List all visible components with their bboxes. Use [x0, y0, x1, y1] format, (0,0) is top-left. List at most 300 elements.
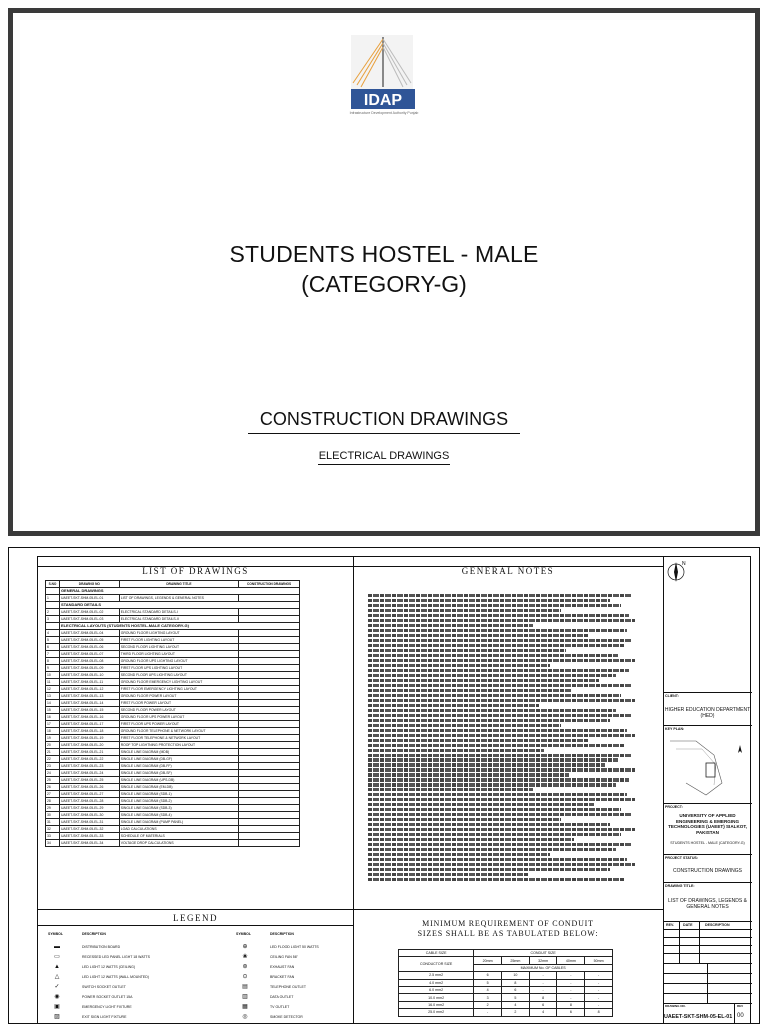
cell-drawing-title: FIRST FLOOR UPS LIGHTING LAYOUT	[119, 665, 238, 672]
cell-drawing-no: UAEET-SKT-SHM-05-EL-17	[59, 721, 119, 728]
legend-header-symbol-right: SYMBOL	[236, 932, 251, 936]
legend-symbol-icon: ▣	[54, 1004, 60, 1010]
legend-description: DISTRIBUTION BOARD	[82, 945, 121, 949]
cell-construction	[239, 700, 300, 707]
conduit-count-cell: -	[557, 979, 585, 986]
legend-symbol-icon: ◉	[54, 994, 60, 1000]
cell-drawing-title: SINGLE LINE DIAGRAM (SDB-3)	[119, 805, 238, 812]
cell-construction	[239, 707, 300, 714]
cell-sno: 23	[46, 763, 60, 770]
note-line	[368, 714, 632, 717]
cell-drawing-no: UAEET-SKT-SHM-05-EL-02	[59, 609, 119, 616]
table-row	[46, 693, 300, 700]
cell-construction	[239, 791, 300, 798]
conduit-count-cell: 8	[502, 979, 530, 986]
cell-sno: 30	[46, 812, 60, 819]
note-line	[368, 808, 621, 811]
table-row	[46, 770, 300, 777]
divider-horizontal-lower	[38, 909, 663, 910]
table-row	[46, 742, 300, 749]
cell-construction	[239, 637, 300, 644]
legend-title: LEGEND	[173, 913, 218, 923]
legend-symbol-icon: ▥	[242, 994, 248, 1000]
tb-drawing-title: LIST OF DRAWINGS, LEGENDS & GENERAL NOTES	[668, 898, 747, 910]
table-row	[399, 1009, 613, 1016]
cell-sno: 2	[46, 609, 60, 616]
note-line	[368, 689, 572, 692]
conduit-count-cell: 6	[557, 1009, 585, 1016]
conduit-cable-size-header: CABLE SIZE	[399, 950, 474, 957]
conduit-count-cell: 8	[529, 994, 557, 1001]
tb-sig-row3	[663, 993, 752, 994]
conduit-count-cell: -	[585, 972, 613, 979]
tb-rev: 00	[737, 1013, 744, 1019]
cell-construction	[239, 798, 300, 805]
conduit-max-cables-header: MAXIMUM No. OF CABLES	[474, 964, 613, 971]
idap-logo-icon	[343, 33, 425, 117]
table-row	[46, 679, 300, 686]
cell-construction	[239, 728, 300, 735]
tb-project-label: PROJECT:	[665, 805, 683, 809]
cell-construction	[239, 658, 300, 665]
table-row	[399, 972, 613, 979]
cell-drawing-title: GROUND FLOOR LIGHTING LAYOUT	[119, 630, 238, 637]
conduit-conductor-size-header: CONDUCTOR SIZE	[399, 957, 474, 972]
table-row	[46, 756, 300, 763]
note-line	[368, 644, 624, 647]
cover-section-title: CONSTRUCTION DRAWINGS	[248, 409, 520, 434]
compass-north-icon	[665, 557, 687, 587]
note-line	[368, 843, 632, 846]
cell-drawing-no: UAEET-SKT-SHM-05-EL-33	[59, 833, 119, 840]
cell-sno: 24	[46, 770, 60, 777]
cell-drawing-no: UAEET-SKT-SHM-05-EL-29	[59, 805, 119, 812]
conduit-count-cell: 6	[529, 1001, 557, 1008]
cell-sno: 14	[46, 700, 60, 707]
logo-text: IDAP	[363, 92, 403, 109]
legend-description: LED LIGHT 12 WATTS (WALL MOUNTED)	[82, 975, 149, 979]
note-line	[368, 619, 635, 622]
cell-drawing-title: ELECTRICAL STANDARD DETAILS-II	[119, 616, 238, 623]
logo-subtitle: Infrastructure Development Authority Punjab	[349, 111, 419, 115]
tb-client-label: CLIENT:	[665, 694, 679, 698]
cell-drawing-title: SINGLE LINE DIAGRAM (SDB-1)	[119, 791, 238, 798]
cell-drawing-no: UAEET-SKT-SHM-05-EL-13	[59, 693, 119, 700]
table-row	[46, 735, 300, 742]
note-line	[368, 614, 629, 617]
cell-drawing-no: UAEET-SKT-SHM-05-EL-22	[59, 756, 119, 763]
cell-sno: 12	[46, 686, 60, 693]
cell-drawing-no: UAEET-SKT-SHM-05-EL-28	[59, 798, 119, 805]
conduit-size-20: 20mm	[474, 957, 502, 964]
tb-client: HIGHER EDUCATION DEPARTMENT (HED)	[664, 707, 751, 719]
group-electrical-layouts	[46, 623, 300, 630]
cell-construction	[239, 714, 300, 721]
cell-drawing-no: UAEET-SKT-SHM-05-EL-21	[59, 749, 119, 756]
general-notes-title: GENERAL NOTES	[461, 566, 555, 576]
table-row	[46, 665, 300, 672]
cell-sno: 32	[46, 826, 60, 833]
cell-construction	[239, 651, 300, 658]
table-row	[46, 805, 300, 812]
cell-drawing-no: UAEET-SKT-SHM-05-EL-16	[59, 714, 119, 721]
table-row	[46, 721, 300, 728]
cell-sno: 5	[46, 637, 60, 644]
note-line	[368, 848, 616, 851]
table-row	[46, 686, 300, 693]
cell-sno: 7	[46, 651, 60, 658]
table-row	[46, 749, 300, 756]
cell-drawing-title: SINGLE LINE DIAGRAM (DB-FF)	[119, 763, 238, 770]
conduit-count-cell: 4	[529, 1009, 557, 1016]
cell-drawing-no: UAEET-SKT-SHM-05-EL-10	[59, 672, 119, 679]
table-row	[46, 840, 300, 847]
cell-drawing-title: SINGLE LINE DIAGRAM (UPS-DB)	[119, 777, 238, 784]
cell-drawing-no: UAEET-SKT-SHM-05-EL-20	[59, 742, 119, 749]
conduit-count-cell: 6	[502, 986, 530, 993]
tb-rev-row2	[663, 937, 752, 938]
conduit-count-cell: 3	[474, 994, 502, 1001]
conduit-conductor-cell: 25.0 mm2	[399, 1009, 474, 1016]
legend-divider	[38, 925, 353, 926]
legend-header-desc-right: DESCRIPTION	[270, 932, 294, 936]
conduit-conductor-cell: 10.0 mm2	[399, 994, 474, 1001]
legend-symbol-icon: △	[54, 974, 60, 980]
conduit-count-cell: 6	[474, 972, 502, 979]
legend-description: SMOKE DETECTOR	[270, 1015, 303, 1019]
tb-desc-header: DESCRIPTION	[705, 923, 730, 927]
note-line	[368, 739, 588, 742]
cell-sno: 9	[46, 665, 60, 672]
legend-description: LED LIGHT 12 WATTS (CEILING)	[82, 965, 136, 969]
cell-sno: 22	[46, 756, 60, 763]
cell-drawing-no: UAEET-SKT-SHM-05-EL-23	[59, 763, 119, 770]
cell-drawing-title: GROUND FLOOR EMERGENCY LIGHTING LAYOUT	[119, 679, 238, 686]
table-row	[399, 986, 613, 993]
cell-sno: 21	[46, 749, 60, 756]
tb-rev-col1	[679, 921, 680, 963]
legend-symbol-icon: ▭	[54, 954, 60, 960]
cell-construction	[239, 777, 300, 784]
conduit-conductor-cell: 6.0 mm2	[399, 986, 474, 993]
cell-drawing-title: THIRD FLOOR LIGHTING LAYOUT	[119, 651, 238, 658]
tb-date-header: DATE	[683, 923, 693, 927]
cell-drawing-no: UAEET-SKT-SHM-05-EL-03	[59, 616, 119, 623]
cell-sno: 11	[46, 679, 60, 686]
cell-construction	[239, 805, 300, 812]
cell-drawing-title: SECOND FLOOR LIGHTING LAYOUT	[119, 644, 238, 651]
note-line	[368, 803, 594, 806]
cell-construction	[239, 693, 300, 700]
conduit-count-cell: -	[585, 979, 613, 986]
legend-description: RECESSED LED PANEL LIGHT 18 WATTS	[82, 955, 151, 959]
cell-sno: 33	[46, 833, 60, 840]
table-row	[46, 826, 300, 833]
conduit-count-cell: -	[557, 972, 585, 979]
cell-drawing-title: SECOND FLOOR UPS LIGHTING LAYOUT	[119, 672, 238, 679]
cell-construction	[239, 721, 300, 728]
note-line	[368, 873, 528, 876]
legend-description: TELEPHONE OUTLET	[270, 985, 306, 989]
tb-signature-block	[663, 963, 752, 1003]
note-line	[368, 853, 550, 856]
cell-construction	[239, 784, 300, 791]
group-electrical-layouts-label: ELECTRICAL LAYOUTS (STUDENTS HOSTEL-MALE CATEGORY-G)	[59, 623, 299, 630]
note-line	[368, 758, 618, 761]
tb-sig-row2	[663, 983, 752, 984]
note-line	[368, 858, 627, 861]
cell-construction	[239, 770, 300, 777]
note-line	[368, 754, 632, 757]
note-line	[368, 709, 616, 712]
legend-header-symbol-left: SYMBOL	[48, 932, 63, 936]
tb-drawing-no-label: DRAWING NO.	[665, 1004, 686, 1008]
table-row	[46, 609, 300, 616]
note-line	[368, 823, 610, 826]
cell-drawing-title: FIRST FLOOR POWER LAYOUT	[119, 700, 238, 707]
table-row	[46, 784, 300, 791]
cover-subsection-title: ELECTRICAL DRAWINGS	[318, 450, 450, 465]
conduit-count-cell: 4	[474, 986, 502, 993]
cell-drawing-no: UAEET-SKT-SHM-05-EL-15	[59, 707, 119, 714]
note-line	[368, 684, 632, 687]
note-line	[368, 798, 635, 801]
table-row	[399, 1001, 613, 1008]
cell-drawing-title: FIRST FLOOR EMERGENCY LIGHTING LAYOUT	[119, 686, 238, 693]
tb-drawingno-col	[734, 1003, 735, 1024]
note-line	[368, 863, 635, 866]
cell-sno: 16	[46, 714, 60, 721]
tb-rev-header: REV.	[666, 923, 675, 927]
conduit-count-cell: -	[557, 986, 585, 993]
table-row	[46, 630, 300, 637]
table-row	[399, 994, 613, 1001]
cell-construction	[239, 595, 300, 602]
conduit-count-cell: 5	[474, 979, 502, 986]
cell-sno: 8	[46, 658, 60, 665]
cell-drawing-title: GROUND FLOOR TELEPHONE & NETWORK LAYOUT	[119, 728, 238, 735]
note-line	[368, 649, 566, 652]
tb-rev-row4	[663, 953, 752, 954]
tb-line-status	[663, 854, 752, 855]
conduit-count-cell: -	[585, 994, 613, 1001]
note-line	[368, 744, 624, 747]
legend-symbol-icon: ▬	[54, 944, 60, 950]
legend-symbol-icon: ▦	[242, 1004, 248, 1010]
drawing-sheet	[8, 547, 760, 1024]
table-row	[46, 637, 300, 644]
cell-construction	[239, 826, 300, 833]
table-row	[46, 707, 300, 714]
legend-symbol-icon: ◎	[242, 1014, 248, 1020]
legend-description: TV OUTLET	[270, 1005, 290, 1009]
tb-status: CONSTRUCTION DRAWINGS	[673, 868, 742, 874]
legend-description: POWER SOCKET OUTLET 15A	[82, 995, 133, 999]
group-general-drawings	[46, 588, 300, 595]
tb-rev-row3	[663, 945, 752, 946]
table-row	[46, 658, 300, 665]
group-blank-cell	[46, 588, 60, 595]
cell-construction	[239, 644, 300, 651]
conduit-title-line2: SIZES SHALL BE AS TABULATED BELOW:	[417, 929, 599, 938]
cell-drawing-no: UAEET-SKT-SHM-05-EL-06	[59, 644, 119, 651]
note-line	[368, 878, 624, 881]
table-row	[46, 616, 300, 623]
legend-header-desc-left: DESCRIPTION	[82, 932, 106, 936]
general-notes-body	[368, 594, 643, 883]
tb-rev-col2	[699, 921, 700, 963]
table-row	[46, 777, 300, 784]
cell-sno: 31	[46, 819, 60, 826]
cell-drawing-title: ELECTRICAL STANDARD DETAILS-I	[119, 609, 238, 616]
note-line	[368, 599, 610, 602]
cell-sno: 25	[46, 777, 60, 784]
cell-drawing-no: UAEET-SKT-SHM-05-EL-08	[59, 658, 119, 665]
table-row	[46, 763, 300, 770]
note-line	[368, 699, 635, 702]
legend-symbol-icon: ❀	[242, 954, 248, 960]
cell-drawing-no: UAEET-SKT-SHM-05-EL-30	[59, 812, 119, 819]
table-header-row	[46, 581, 300, 588]
legend-symbol-icon: ▲	[54, 964, 60, 970]
cell-drawing-title: SINGLE LINE DIAGRAM (MDB)	[119, 749, 238, 756]
cover-sheet	[8, 8, 760, 536]
table-row	[46, 672, 300, 679]
group-blank-cell	[46, 623, 60, 630]
tb-line-client	[663, 692, 752, 693]
conduit-table	[398, 949, 613, 1017]
note-line	[368, 838, 574, 841]
group-standard-details	[46, 602, 300, 609]
note-line	[368, 749, 544, 752]
cell-drawing-title: GROUND FLOOR UPS LIGHTING LAYOUT	[119, 658, 238, 665]
note-line	[368, 788, 533, 791]
legend-symbol-icon: ⊛	[242, 964, 248, 970]
cell-drawing-title: FIRST FLOOR LIGHTING LAYOUT	[119, 637, 238, 644]
note-line	[368, 729, 627, 732]
cell-sno: 6	[46, 644, 60, 651]
tb-line-project	[663, 803, 752, 804]
conduit-count-cell: -	[529, 972, 557, 979]
table-row	[46, 798, 300, 805]
cell-construction	[239, 819, 300, 826]
cell-sno: 19	[46, 735, 60, 742]
note-line	[368, 768, 635, 771]
list-of-drawings-table	[45, 580, 300, 847]
tb-drawing-no: UAEET-SKT-SHM-05-EL-01	[664, 1014, 733, 1020]
cell-drawing-no: UAEET-SKT-SHM-05-EL-25	[59, 777, 119, 784]
conduit-count-cell: 4	[502, 1001, 530, 1008]
cell-sno: 20	[46, 742, 60, 749]
note-line	[368, 659, 635, 662]
cell-sno: 1	[46, 595, 60, 602]
note-line	[368, 639, 632, 642]
table-row	[46, 651, 300, 658]
legend-description: DATA OUTLET	[270, 995, 294, 999]
legend-description: LED FLOOD LIGHT 50 WATTS	[270, 945, 319, 949]
cell-drawing-no: UAEET-SKT-SHM-05-EL-09	[59, 665, 119, 672]
conduit-count-cell: 5	[502, 994, 530, 1001]
legend-description: SWITCH SOCKET OUTLET	[82, 985, 126, 989]
cell-construction	[239, 763, 300, 770]
tb-line-title	[663, 882, 752, 883]
tb-status-label: PROJECT STATUS:	[665, 856, 699, 860]
table-row	[46, 595, 300, 602]
note-line	[368, 724, 561, 727]
note-line	[368, 664, 550, 667]
note-line	[368, 694, 621, 697]
conduit-title-line1: MINIMUM REQUIREMENT OF CONDUIT	[422, 919, 594, 928]
note-line	[368, 783, 616, 786]
cell-drawing-no: UAEET-SKT-SHM-05-EL-27	[59, 791, 119, 798]
note-line	[368, 629, 627, 632]
legend-symbol-icon: ▨	[54, 1014, 60, 1020]
table-row	[46, 644, 300, 651]
conduit-size-40: 40mm	[557, 957, 585, 964]
legend-description: BRACKET FAN	[270, 975, 295, 979]
table-row	[46, 833, 300, 840]
cell-drawing-no: UAEET-SKT-SHM-05-EL-12	[59, 686, 119, 693]
conduit-size-header: CONDUIT SIZE	[474, 950, 613, 957]
cell-construction	[239, 679, 300, 686]
note-line	[368, 734, 635, 737]
key-plan-map-icon	[666, 735, 749, 801]
cell-sno: 4	[46, 630, 60, 637]
cell-construction	[239, 812, 300, 819]
cell-drawing-title: LIST OF DRAWINGS, LEGENDS & GENERAL NOTES	[119, 595, 238, 602]
note-line	[368, 793, 627, 796]
conduit-count-cell: -	[529, 986, 557, 993]
cell-drawing-title: VOLTAGE DROP CALCULATIONS	[119, 840, 238, 847]
legend-symbol-icon: ✓	[54, 984, 60, 990]
conduit-conductor-cell: 2.5 mm2	[399, 972, 474, 979]
cell-construction	[239, 735, 300, 742]
cell-drawing-title: FIRST FLOOR TELEPHONE & NETWORK LAYOUT	[119, 735, 238, 742]
cell-drawing-no: UAEET-SKT-SHM-05-EL-07	[59, 651, 119, 658]
cell-sno: 18	[46, 728, 60, 735]
cell-sno: 15	[46, 707, 60, 714]
cell-sno: 3	[46, 616, 60, 623]
tb-drawing-title-label: DRAWING TITLE:	[665, 884, 695, 888]
cell-sno: 34	[46, 840, 60, 847]
sheet-frame	[37, 556, 751, 1024]
cell-drawing-no: UAEET-SKT-SHM-05-EL-24	[59, 770, 119, 777]
note-line	[368, 828, 635, 831]
cell-drawing-title: GROUND FLOOR POWER LAYOUT	[119, 693, 238, 700]
cell-drawing-no: UAEET-SKT-SHM-05-EL-14	[59, 700, 119, 707]
table-row	[399, 979, 613, 986]
conduit-size-25: 25mm	[502, 957, 530, 964]
conduit-count-cell: 2	[474, 1001, 502, 1008]
cell-construction	[239, 749, 300, 756]
divider-vertical-main	[353, 557, 354, 1024]
note-line	[368, 833, 621, 836]
conduit-conductor-cell: 16.0 mm2	[399, 1001, 474, 1008]
conduit-count-cell: 10	[502, 972, 530, 979]
cell-construction	[239, 609, 300, 616]
cell-drawing-no: UAEET-SKT-SHM-05-EL-31	[59, 819, 119, 826]
conduit-count-cell: 8	[585, 1009, 613, 1016]
col-drawing-title: DRAWING TITLE	[119, 581, 238, 588]
legend-description: EXHAUST FAN	[270, 965, 295, 969]
cell-construction	[239, 756, 300, 763]
cell-drawing-title: SCHEDULE OF MATERIALS	[119, 833, 238, 840]
legend-description: CEILING FAN 56"	[270, 955, 298, 959]
note-line	[368, 609, 561, 612]
group-general-drawings-label: GENERAL DRAWINGS	[59, 588, 299, 595]
cell-construction	[239, 672, 300, 679]
note-line	[368, 818, 561, 821]
